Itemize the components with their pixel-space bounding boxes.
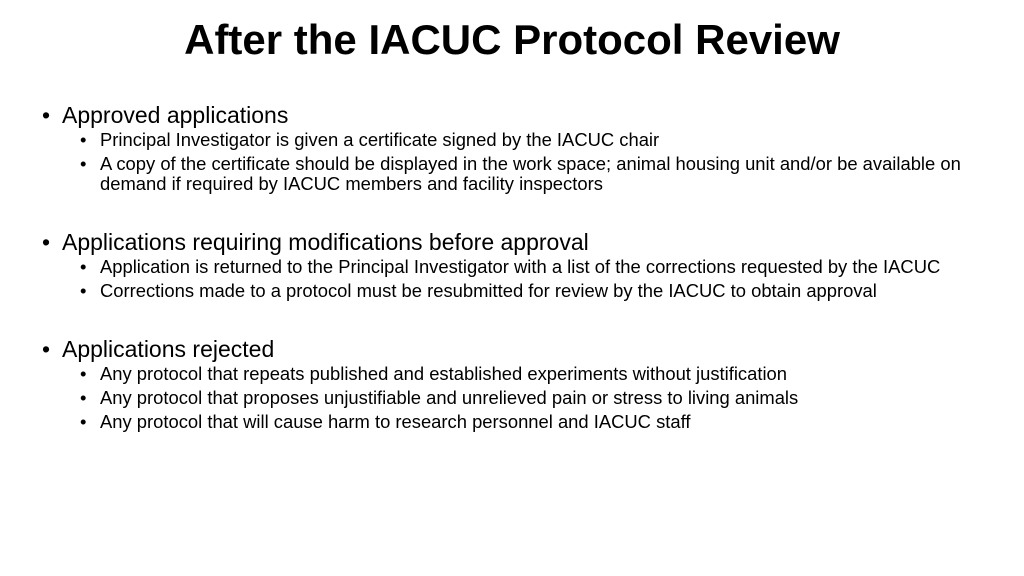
section-modifications-required <box>42 228 982 301</box>
section-heading: Applications requiring modifications before approval <box>62 229 589 255</box>
bullet-level2 <box>80 388 982 408</box>
section-applications-rejected <box>42 335 982 432</box>
bullet-text: Any protocol that repeats published and established experiments without justification <box>100 363 787 384</box>
bullet-level2 <box>80 257 982 277</box>
section-heading: Applications rejected <box>62 336 275 362</box>
bullet-dot-icon: • <box>80 387 87 408</box>
bullet-text: Any protocol that will cause harm to research personnel and IACUC staff <box>100 411 691 432</box>
bullet-dot-icon: • <box>80 153 87 174</box>
bullet-level2 <box>80 281 982 301</box>
bullet-level2 <box>80 154 982 194</box>
bullet-dot-icon: • <box>80 411 87 432</box>
bullet-level1 <box>42 335 982 363</box>
section-heading: Approved applications <box>62 102 289 128</box>
sub-bullet-list <box>80 364 982 432</box>
section-approved-applications <box>42 101 982 194</box>
bullet-dot-icon: • <box>42 229 51 255</box>
bullet-level1 <box>42 228 982 256</box>
bullet-dot-icon: • <box>80 363 87 384</box>
bullet-dot-icon: • <box>80 129 87 150</box>
bullet-level2 <box>80 412 982 432</box>
bullet-text: Application is returned to the Principal Investigator with a list of the corrections requested by the IACUC <box>100 256 941 277</box>
sub-bullet-list <box>80 130 982 194</box>
bullet-text: Any protocol that proposes unjustifiable and unrelieved pain or stress to living animals <box>100 387 799 408</box>
bullet-dot-icon: • <box>80 256 87 277</box>
bullet-text: Corrections made to a protocol must be resubmitted for review by the IACUC to obtain approval <box>100 280 877 301</box>
bullet-text: Principal Investigator is given a certificate signed by the IACUC chair <box>100 129 660 150</box>
bullet-dot-icon: • <box>42 102 51 128</box>
bullet-text: A copy of the certificate should be displayed in the work space; animal housing unit and/or be available on demand if required by IACUC members and facility inspectors <box>100 153 961 194</box>
bullet-dot-icon: • <box>80 280 87 301</box>
sub-bullet-list <box>80 257 982 301</box>
bullet-level2 <box>80 130 982 150</box>
bullet-level1 <box>42 101 982 129</box>
bullet-dot-icon: • <box>42 336 51 362</box>
slide-title: After the IACUC Protocol Review <box>184 16 840 63</box>
bullet-level2 <box>80 364 982 384</box>
slide-content <box>42 101 982 436</box>
